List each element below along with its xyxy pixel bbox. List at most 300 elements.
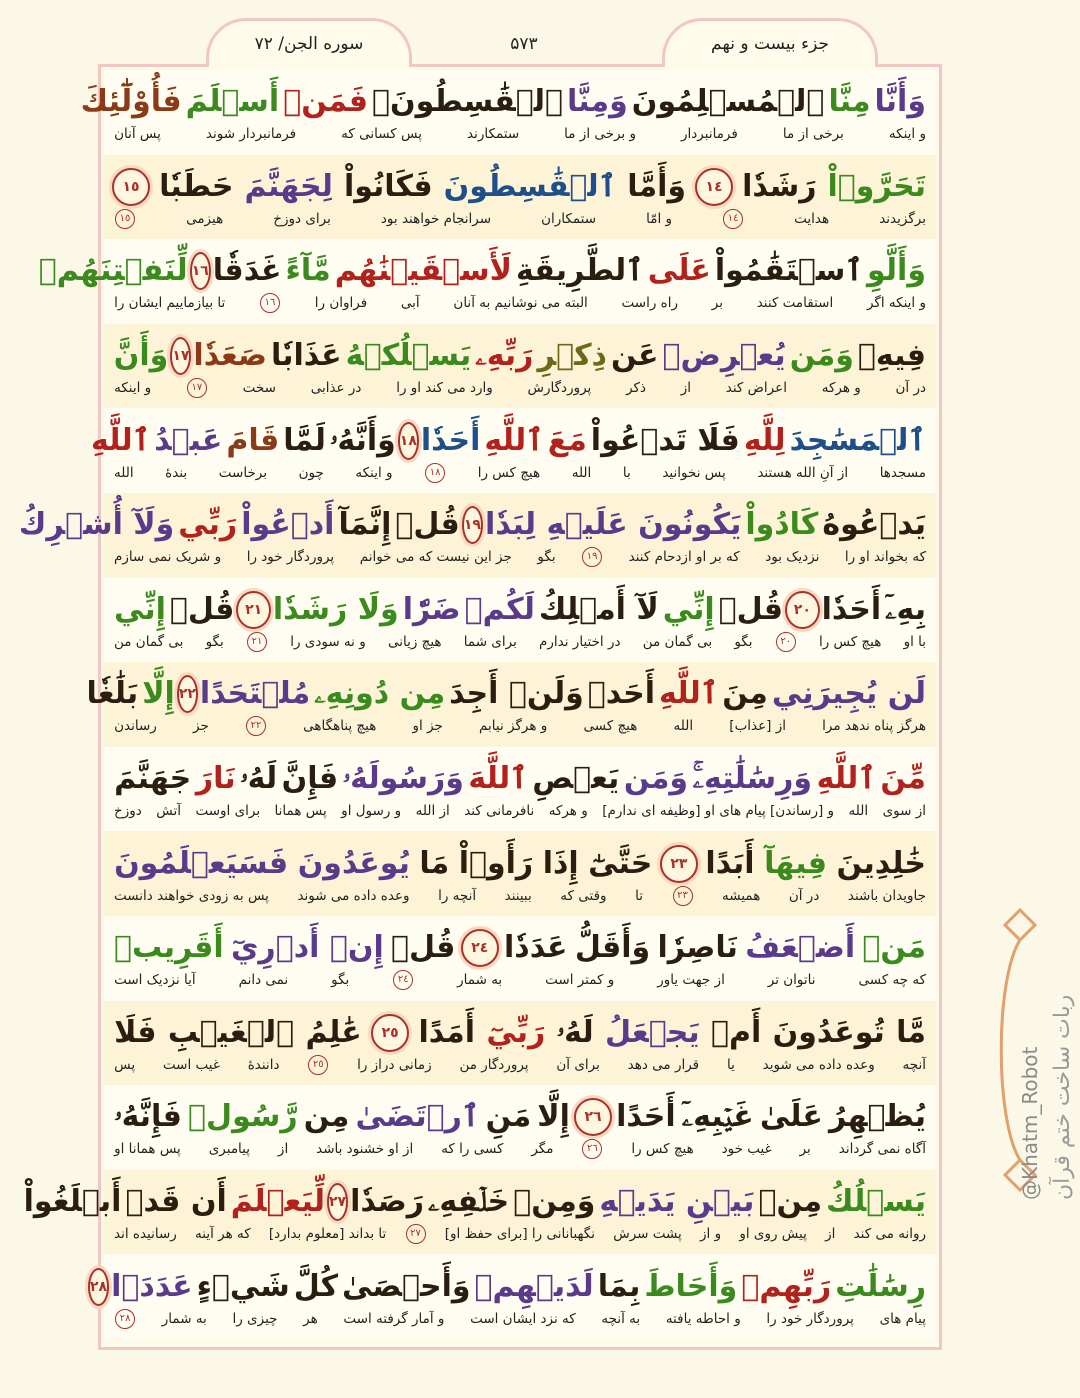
arabic-word: ٱلۡقَٰسِطُونَ: [443, 168, 617, 204]
translation-word: از جهت یاور: [657, 972, 725, 989]
arabic-word: فَأُوْلَٰٓئِكَ: [80, 84, 182, 120]
arabic-word: مَنۡ: [862, 930, 926, 966]
arabic-word: أَحَدًا: [616, 1099, 676, 1135]
ayah-number-marker: ١٦: [190, 252, 211, 290]
translation-word: به شمار: [161, 1310, 207, 1327]
translation-word: برای اوست: [195, 803, 261, 820]
translation-word: جز او: [412, 718, 443, 735]
translation-word: و امّا: [646, 210, 673, 227]
translation-word: جز: [193, 718, 209, 735]
surah-label: سوره الجن/ ۷۲: [254, 34, 364, 54]
verse-row: [104, 324, 936, 409]
translation-word: ذکر: [626, 380, 646, 397]
arabic-word: ٱلطَّرِيقَةِ: [515, 253, 644, 289]
translation-word: و اینکه: [114, 380, 152, 397]
translation-word: البته می نوشانیم به آنان: [453, 295, 588, 312]
translation-word: پس به زودی خواهند دانست: [114, 887, 269, 904]
arabic-word: لِجَهَنَّمَ: [244, 168, 333, 204]
translation-word: تا: [635, 887, 643, 904]
arabic-word: وَلَآ أُشۡرِكُ: [18, 507, 175, 543]
arabic-word: أَقَرِيبٞ: [114, 930, 224, 966]
translation-word: سرانجام خواهند بود: [380, 210, 492, 227]
translation-word: در آن: [895, 380, 926, 397]
ayah-number-small: ٢٨: [115, 1309, 135, 1329]
arabic-word: مَا: [419, 845, 450, 881]
arabic-word: أَبۡلَغُواْ: [23, 1184, 122, 1220]
arabic-line: [112, 842, 928, 886]
arabic-word: يَسۡلُكُ: [826, 1184, 926, 1220]
arabic-word: رِسَٰلَٰتِ: [835, 1268, 926, 1304]
translation-word: وارد می کند او را: [396, 380, 493, 397]
arabic-word: وَمِنۡ: [513, 1184, 596, 1220]
translation-word: بی گمان من: [114, 633, 184, 650]
translation-word: هیچ کسی: [583, 718, 638, 735]
arabic-word: إِلَّا: [537, 1099, 570, 1135]
arabic-word: بِمَا: [597, 1268, 641, 1304]
ayah-number-small: ٢٦: [582, 1139, 602, 1159]
translation-word: روانه می کند: [853, 1226, 926, 1243]
ayah-number-small: ١٦: [260, 293, 280, 313]
arabic-word: لَدَيۡهِمۡ: [474, 1268, 594, 1304]
arabic-word: فَلَا: [114, 1014, 157, 1050]
translation-word: قرار می دهد: [627, 1056, 700, 1073]
translation-word: بر: [799, 1141, 811, 1158]
arabic-word: لِّيَعۡلَمَ: [230, 1184, 325, 1220]
arabic-word: وَأَقَلُّ: [574, 930, 651, 966]
translation-word: الله: [114, 464, 134, 481]
translation-word: از: [277, 1141, 289, 1158]
ayah-number-marker: ٢٢: [177, 675, 198, 713]
arabic-word: إِنَّمَآ: [338, 507, 392, 543]
arabic-word: مِنَ: [722, 676, 768, 712]
translation-word: پروردگارش: [527, 380, 592, 397]
translation-word: بگو: [331, 972, 350, 989]
arabic-word: يَعۡصِ: [532, 761, 620, 797]
translation-word: آگاه نمی گرداند: [838, 1141, 926, 1158]
arabic-word: رَشَدٗا: [742, 168, 817, 204]
arabic-word: وَمَن: [623, 761, 689, 797]
arabic-word: ٱلۡغَيۡبِ: [167, 1014, 295, 1050]
translation-word: که هر آینه: [195, 1226, 251, 1243]
translation-word: نافرمانی کند: [464, 803, 535, 820]
ayah-number-small: ١٥: [115, 209, 135, 229]
arabic-word: مِن دُونِهِۦ: [314, 676, 446, 712]
translation-word: همیشه: [722, 887, 761, 904]
translation-word: دوزخ: [114, 803, 142, 820]
translation-word: برگزیدند: [879, 210, 926, 227]
arabic-word: رَبِّهِۦ: [475, 338, 534, 374]
verse-row: [104, 578, 936, 663]
ayah-number-marker: ١٧: [170, 337, 191, 375]
verse-row: [104, 916, 936, 1001]
arabic-word: أَدۡعُواْ: [241, 507, 335, 543]
arabic-line: [112, 334, 928, 378]
arabic-word: تَحَرَّوۡاْ: [827, 168, 926, 204]
translation-word: فرمانبردار: [681, 126, 738, 143]
ayah-number-small: ٢٢: [246, 716, 266, 736]
translation-word: بگو: [734, 633, 753, 650]
arabic-word: ضَرّٗا: [402, 591, 461, 627]
translation-word: ستمکاران: [541, 210, 597, 227]
page-number: ۵۷۳: [510, 34, 538, 54]
translation-word: نمی دانم: [238, 972, 289, 989]
ayah-number-marker: ٢٣: [660, 845, 698, 883]
arabic-word: مِنۢ: [758, 1184, 823, 1220]
arabic-word: أَن قَدۡ: [125, 1184, 227, 1220]
translation-word: آیا نزدیک است: [114, 972, 196, 989]
translation-word: برای آن: [556, 1056, 600, 1073]
translation-line: [112, 1055, 928, 1075]
translation-word: هرگز پناه ندهد مرا: [822, 718, 926, 735]
verse-row: [18, 493, 936, 578]
page-number-header: [470, 24, 578, 64]
arabic-word: فَلَا تَدۡعُواْ: [590, 422, 740, 458]
translation-word: در آن: [788, 887, 820, 904]
arabic-word: فَإِنَّهُۥ: [114, 1099, 182, 1135]
ayah-number-small: ١٤: [723, 209, 743, 229]
translation-line: [112, 547, 928, 567]
arabic-word: عَٰلِمُ: [305, 1014, 362, 1050]
translation-word: و شریک نمی سازم: [114, 549, 222, 566]
ayah-number-small: ١٩: [582, 547, 602, 567]
translation-word: و احاطه یافته: [665, 1310, 741, 1327]
translation-word: از آنِ الله هستند: [757, 464, 849, 481]
ayah-number-small: ٢٧: [406, 1224, 426, 1244]
arabic-word: وَأَنَّ: [113, 338, 169, 374]
arabic-word: فَكَانُواْ: [343, 168, 433, 204]
arabic-word: يُظۡهِرُ: [829, 1099, 926, 1135]
translation-word: از: [825, 1226, 836, 1243]
verse-row: [104, 1001, 936, 1086]
arabic-word: فَمَنۡ: [283, 84, 368, 120]
arabic-word: وَمِنَّا: [567, 84, 628, 120]
arabic-line: [112, 588, 928, 632]
arabic-word: فِيهِۚ: [857, 338, 926, 374]
arabic-word: مِن: [303, 1099, 350, 1135]
translation-word: هیچ کس را: [631, 1141, 694, 1158]
translation-word: پروردگار خود را: [246, 549, 335, 566]
translation-word: و از: [700, 1226, 722, 1243]
translation-word: مسجدها: [879, 464, 926, 481]
translation-word: فرمانبردار شوند: [205, 126, 297, 143]
arabic-word: وَرِسَٰلَٰتِهِۦۚ: [692, 761, 813, 797]
translation-word: که چه کسی: [858, 972, 926, 989]
arabic-word: بَيۡنِ يَدَيۡهِ: [599, 1184, 755, 1220]
ayah-number-marker: ٢١: [236, 591, 271, 629]
arabic-word: ٱرۡتَضَىٰ: [355, 1099, 480, 1135]
arabic-word: كَادُواْ: [745, 507, 819, 543]
translation-line: [112, 632, 928, 652]
arabic-line: [112, 165, 928, 209]
translation-word: پروردگار من: [459, 1056, 529, 1073]
translation-word: با او: [903, 633, 926, 650]
arabic-word: عَدَدَۢا: [111, 1268, 193, 1304]
translation-word: به شمار: [457, 972, 503, 989]
arabic-line: [89, 1265, 928, 1309]
arabic-word: لَهُۥ: [556, 1014, 594, 1050]
arabic-word: غَدَقٗا: [212, 253, 282, 289]
translation-word: با: [622, 464, 631, 481]
arabic-word: ٱللَّهِ: [816, 761, 876, 797]
arabic-word: مَّا: [896, 1014, 926, 1050]
arabic-word: عَلَىٰ: [759, 1099, 823, 1135]
arabic-word: وَأَنَّا: [874, 84, 926, 120]
translation-word: چون: [298, 464, 324, 481]
verse-row: [104, 747, 936, 832]
arabic-word: إِنِّي: [114, 591, 166, 627]
translation-word: پیامبری: [208, 1141, 250, 1158]
translation-line: [112, 124, 928, 144]
ayah-number-small: ٢٠: [776, 632, 796, 652]
arabic-word: ٱلۡقَٰسِطُونَۖ: [371, 84, 564, 120]
arabic-word: بِهِۦٓ: [885, 591, 926, 627]
arabic-line: [80, 80, 928, 124]
translation-word: بی گمان من: [642, 633, 713, 650]
translation-line: [112, 1139, 928, 1159]
arabic-word: غَيۡبِهِۦٓ: [681, 1099, 754, 1135]
arabic-word: عَذَابٗا: [270, 338, 342, 374]
ayah-number-marker: ٢٨: [88, 1268, 109, 1306]
translation-word: و رسول او: [341, 803, 402, 820]
arabic-word: نَارَ: [195, 761, 236, 797]
translation-word: آنچه: [902, 1056, 926, 1073]
arabic-word: وَلَنۡ أَجِدَ: [449, 676, 584, 712]
translation-word: و اینکه: [888, 126, 926, 143]
translation-word: بر: [711, 295, 723, 312]
arabic-word: وَرَسُولَهُۥ: [342, 761, 464, 797]
arabic-word: أَحَدٗا: [821, 591, 882, 627]
translation-word: تا بیازماییم ایشان را: [114, 295, 226, 312]
translation-word: هیزمی: [186, 210, 224, 227]
ayah-number-small: ٢٣: [673, 886, 693, 906]
translation-word: وعده داده می شوند: [297, 887, 410, 904]
ayah-number-small: ١٨: [425, 463, 445, 483]
translation-line: [112, 801, 928, 821]
translation-word: جز این نیست که می خوانم: [359, 549, 512, 566]
translation-word: برای شما: [463, 633, 517, 650]
ayah-number-marker: ٢٠: [785, 591, 820, 629]
arabic-word: يَسۡلُكۡهُ: [345, 338, 472, 374]
translation-word: و کمتر است: [545, 972, 615, 989]
arabic-word: إِذَا: [542, 845, 579, 881]
translation-word: از او خشنود باشد: [316, 1141, 414, 1158]
translation-word: و اینکه اگر: [866, 295, 926, 312]
arabic-word: لِّنَفۡتِنَهُمۡ: [38, 253, 188, 289]
arabic-word: ٱللَّهِ: [659, 676, 719, 712]
arabic-line: [38, 249, 928, 293]
arabic-line: [90, 419, 928, 463]
translation-word: غیب خود: [721, 1141, 772, 1158]
translation-line: [112, 463, 928, 483]
arabic-word: عَن: [610, 338, 659, 374]
translation-word: به آنچه: [601, 1310, 641, 1327]
translation-word: برخاست: [218, 464, 267, 481]
translation-word: و نه سودی را: [290, 633, 366, 650]
translation-word: راه راست: [621, 295, 679, 312]
arabic-word: وَأَلَّوِ: [866, 253, 926, 289]
translation-line: [112, 1224, 928, 1244]
translation-word: آتش: [156, 803, 181, 820]
arabic-word: إِنِّي: [662, 591, 715, 627]
arabic-word: مِنَّا: [828, 84, 871, 120]
arabic-word: ٱسۡتَقَٰمُواْ: [714, 253, 863, 289]
arabic-word: أَمۡ: [710, 1014, 762, 1050]
translation-word: یا: [726, 1056, 735, 1073]
translation-word: بندهٔ: [165, 464, 188, 481]
ayah-number-marker: ١٥: [112, 168, 150, 206]
arabic-word: نَاصِرٗا: [657, 930, 738, 966]
arabic-word: مِّنَ: [880, 761, 926, 797]
translation-word: و هرکه: [548, 803, 588, 820]
translation-word: رساندن: [114, 718, 157, 735]
ayah-number-small: ١٧: [187, 378, 207, 398]
ayah-number-small: ٢١: [247, 632, 267, 652]
translation-word: و برخی از ما: [564, 126, 636, 143]
translation-word: پس همانا او: [114, 1141, 181, 1158]
translation-line: [112, 209, 928, 229]
translation-word: آنچه را: [438, 887, 477, 904]
translation-word: نگهبانانی را [برای حفظ او]: [444, 1226, 595, 1243]
arabic-word: ٱللَّهَ: [468, 761, 528, 797]
translation-word: که نزد ایشان است: [470, 1310, 576, 1327]
arabic-word: ذِكۡرِ: [537, 338, 607, 374]
verse-row: [104, 1085, 936, 1170]
arabic-word: قُلۡ: [718, 591, 784, 627]
arabic-word: فَسَيَعۡلَمُونَ: [114, 845, 289, 881]
translation-word: استقامت کنند: [756, 295, 834, 312]
translation-word: از الله: [415, 803, 450, 820]
arabic-word: فِيهَآ: [764, 845, 828, 881]
arabic-word: وَأَنَّهُۥ: [329, 422, 396, 458]
arabic-word: وَأَحَاطَ: [644, 1268, 738, 1304]
verse-row: [23, 1170, 936, 1255]
translation-word: که بر او ازدحام کنند: [628, 549, 740, 566]
arabic-word: حَطَبٗا: [159, 168, 234, 204]
translation-line: [112, 378, 928, 398]
arabic-word: لَآ أَمۡلِكُ: [538, 591, 659, 627]
surah-header: [206, 18, 412, 67]
arabic-word: شَيۡءٍ: [196, 1268, 290, 1304]
translation-line: [112, 970, 928, 990]
translation-word: و [رساندن] پیام های او [وظیفه ای ندارم]: [602, 803, 835, 820]
translation-word: در اختیار ندارم: [539, 633, 621, 650]
translation-word: آبی: [400, 295, 420, 312]
translation-word: در عذابی: [310, 380, 362, 397]
ayah-number-marker: ١٩: [462, 506, 483, 544]
translation-word: فراوان را: [314, 295, 368, 312]
translation-word: ستمکارند: [467, 126, 520, 143]
translation-word: دانندهٔ: [247, 1056, 280, 1073]
arabic-word: عَدَدٗا: [504, 930, 568, 966]
translation-word: پس: [114, 1056, 136, 1073]
arabic-word: ٱلۡمَسَٰجِدَ: [789, 422, 926, 458]
translation-word: از سوی: [882, 803, 926, 820]
translation-word: چیزی را: [232, 1310, 278, 1327]
translation-word: و اینکه: [355, 464, 393, 481]
translation-word: پس کسانی که: [341, 126, 422, 143]
arabic-word: يُوعَدُونَ: [297, 845, 410, 881]
arabic-word: فَإِنَّ: [281, 761, 339, 797]
translation-line: [112, 886, 928, 906]
arabic-word: قُلۡ: [391, 930, 456, 966]
translation-word: سخت: [242, 380, 276, 397]
arabic-word: لَأَسۡقَيۡنَٰهُم: [334, 253, 512, 289]
ayah-number-marker: ٢٥: [371, 1014, 409, 1052]
arabic-word: مَعَ: [547, 422, 587, 458]
translation-word: کسی را که: [441, 1141, 504, 1158]
ayah-number-small: ٢٤: [393, 970, 413, 990]
translation-word: از [عذاب]: [729, 718, 786, 735]
arabic-word: لَهُۥ: [240, 761, 278, 797]
translation-word: اعراض کند: [725, 380, 787, 397]
juz-label: جزء بیست و نهم: [711, 34, 829, 54]
arabic-word: مَنِ: [485, 1099, 532, 1135]
translation-word: و هرگز نیابم: [479, 718, 548, 735]
translation-word: پروردگار خود را: [766, 1310, 854, 1327]
arabic-line: [112, 1011, 928, 1055]
juz-header: [662, 18, 878, 67]
ayah-number-small: ٢٥: [308, 1055, 328, 1075]
arabic-word: تُوعَدُونَ: [772, 1014, 885, 1050]
translation-word: هدایت: [794, 210, 830, 227]
translation-word: ناتوان تر: [767, 972, 816, 989]
arabic-word: رَبِّهِمۡ: [741, 1268, 832, 1304]
translation-word: بگو: [537, 549, 556, 566]
arabic-word: رَصَدٗا: [350, 1184, 424, 1220]
translation-word: هیچ کس را: [818, 633, 882, 650]
verse-row: [80, 70, 936, 155]
arabic-word: رَأَوۡاْ: [458, 845, 534, 881]
arabic-line: [112, 926, 928, 970]
ayah-number-marker: ٢٧: [327, 1183, 348, 1221]
ayah-number-marker: ١٤: [695, 168, 733, 206]
arabic-word: يَجۡعَلُ: [604, 1014, 700, 1050]
translation-word: نزدیک بود: [765, 549, 820, 566]
translation-word: الله: [848, 803, 869, 820]
arabic-word: حَتَّىٰٓ: [588, 845, 653, 881]
arabic-word: قَامَ: [226, 422, 280, 458]
translation-line: [112, 716, 928, 736]
translation-word: برای دوزخ: [273, 210, 331, 227]
arabic-word: خَلۡفِهِۦ: [427, 1184, 510, 1220]
translation-word: پس همانا: [274, 803, 327, 820]
translation-line: [112, 1309, 928, 1329]
arabic-word: أَبَدًا: [705, 845, 755, 881]
translation-word: ببینند: [504, 887, 532, 904]
translation-word: پس نخوانید: [662, 464, 726, 481]
ayah-number-marker: ٢٦: [574, 1098, 612, 1136]
translation-word: هیچ زیانی: [387, 633, 442, 650]
verse-row: [104, 831, 936, 916]
translation-word: مگر: [531, 1141, 554, 1158]
translation-word: الله: [571, 464, 592, 481]
verse-rows: [18, 70, 936, 1339]
arabic-line: [86, 672, 928, 716]
arabic-word: رَبِّيٓ: [486, 1014, 546, 1050]
arabic-word: وَأَمَّا: [627, 168, 687, 204]
arabic-word: لَمَّا: [283, 422, 326, 458]
translation-word: الله: [673, 718, 694, 735]
arabic-word: لَكُمۡ: [464, 591, 535, 627]
arabic-word: عَلَى: [647, 253, 711, 289]
translation-word: پیام های: [879, 1310, 926, 1327]
translation-word: هیچ پناهگاهی: [303, 718, 377, 735]
translation-word: و هرکه: [821, 380, 861, 397]
arabic-line: [23, 1180, 928, 1224]
translation-word: که بخواند او را: [844, 549, 926, 566]
arabic-word: بَلَٰغٗا: [86, 676, 139, 712]
translation-word: زمانی دراز را: [357, 1056, 432, 1073]
